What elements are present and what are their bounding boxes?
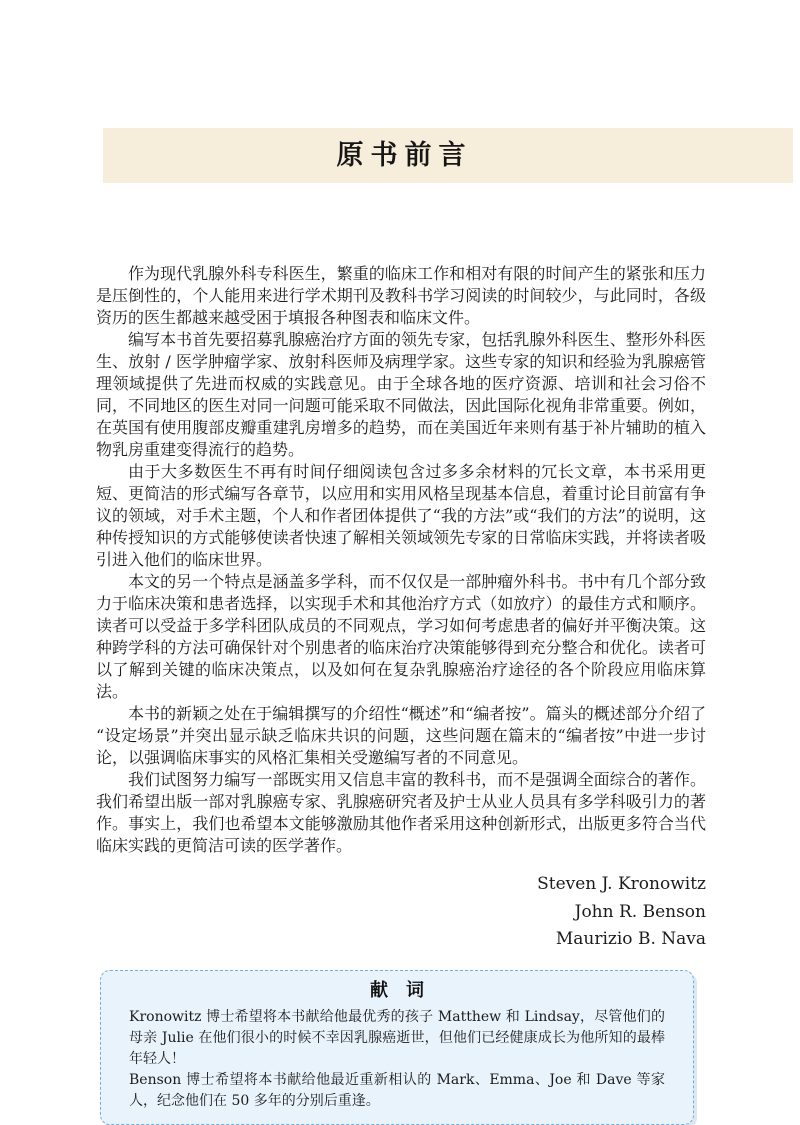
author-name: Steven J. Kronowitz <box>537 874 706 894</box>
preface-content <box>96 263 706 1125</box>
author-signatures <box>96 871 706 954</box>
author-name: Maurizio B. Nava <box>555 929 706 949</box>
dedication-title: 献 词 <box>370 979 424 1001</box>
page-title: 原书前言 <box>336 140 473 171</box>
preface-paragraph: 我们试图努力编写一部既实用又信息丰富的教科书，而不是强调全面综合的著作。我们希望出版一部对乳腺癌专家、乳腺癌研究者及护士从业人员具有多学科吸引力的著作。事实上，我们也希望本文能够激励其他作者采用这种创新形式，出版更多符合当代临床实践的更简洁可读的医学著作。 <box>96 770 706 855</box>
dedication-item: Kronowitz 博士希望将本书献给他最优秀的孩子 Matthew 和 Lindsay，尽管他们的母亲 Julie 在他们很小的时候不幸因乳腺癌逝世，但他们已经健康成长为他所知的最棒年轻人！ <box>129 1008 665 1067</box>
preface-paragraph: 编写本书首先要招募乳腺癌治疗方面的领先专家，包括乳腺外科医生、整形外科医生、放射 / 医学肿瘤学家、放射科医师及病理学家。这些专家的知识和经验为乳腺癌管理领域提供了先进而权威的实践意见。由于全球各地的医疗资源、培训和社会习俗不同，不同地区的医生对同一问题可能采取不同做法，因此国际化视角非常重要。例如，在英国有使用腹部皮瓣重建乳房增多的趋势，而在美国近年来则有基于补片辅助的植入物乳房重建变得流行的趋势。 <box>96 330 706 459</box>
preface-paragraph: 由于大多数医生不再有时间仔细阅读包含过多多余材料的冗长文章，本书采用更短、更简洁的形式编写各章节，以应用和实用风格呈现基本信息，着重讨论目前富有争议的领域，对手术主题，个人和作者团体提供了“我的方法”或“我们的方法”的说明，这种传授知识的方式能够使读者快速了解相关领域领先专家的日常临床实践，并将读者吸引进入他们的临床世界。 <box>96 462 706 569</box>
preface-paragraph: 本文的另一个特点是涵盖多学科，而不仅仅是一部肿瘤外科书。书中有几个部分致力于临床决策和患者选择，以实现手术和其他治疗方式（如放疗）的最佳方式和顺序。读者可以受益于多学科团队成员的不同观点，学习如何考虑患者的偏好并平衡决策。这种跨学科的方法可确保针对个别患者的临床治疗决策能够得到充分整合和优化。读者可以了解到关键的临床决策点，以及如何在复杂乳腺癌治疗途径的各个阶段应用临床算法。 <box>96 572 706 701</box>
preface-paragraph: 本书的新颖之处在于编辑撰写的介绍性“概述”和“编者按”。篇头的概述部分介绍了“设定场景”并突出显示缺乏临床共识的问题，这些问题在篇末的“编者按”中进一步讨论，以强调临床事实的风格汇集相关受邀编写者的不同意见。 <box>96 704 706 767</box>
dedication-item: Benson 博士希望将本书献给他最近重新相认的 Mark、Emma、Joe 和 Dave 等家人，纪念他们在 50 多年的分别后重逢。 <box>129 1071 665 1109</box>
dedication-box <box>100 970 694 1125</box>
title-banner <box>103 128 793 183</box>
preface-paragraph: 作为现代乳腺外科专科医生，繁重的临床工作和相对有限的时间产生的紧张和压力是压倒性的，个人能用来进行学术期刊及教科书学习阅读的时间较少，与此同时，各级资历的医生都越来越受困于填报各种图表和临床文件。 <box>96 264 706 327</box>
author-name: John R. Benson <box>574 901 706 922</box>
